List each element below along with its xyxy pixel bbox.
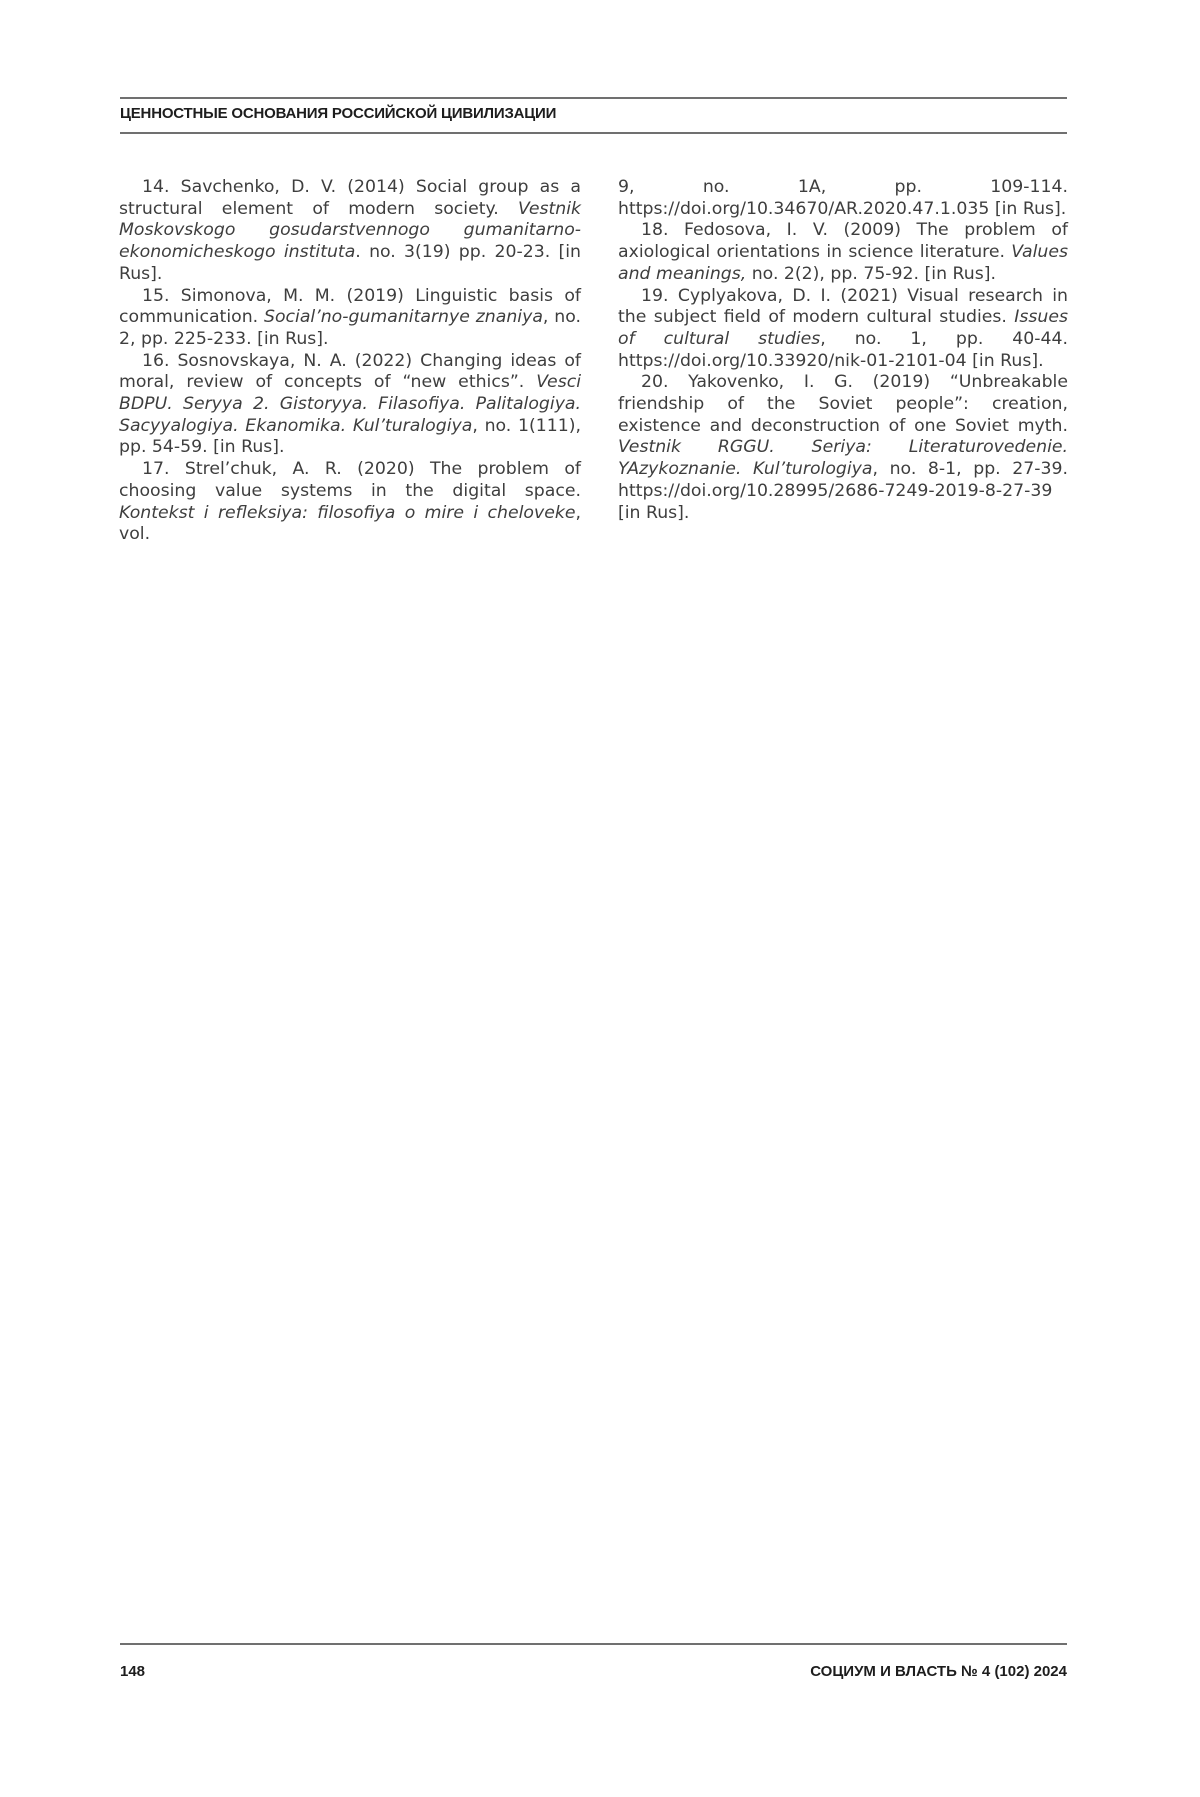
reference-text: 9, no. 1A, pp. 109-114. https://doi.org/10.34670/AR.2020.47.1.035 [in Rus]. [618, 177, 1068, 219]
reference-text: no. 2(2), pp. 75-92. [in Rus]. [746, 263, 996, 284]
reference-source-italic: Social’no-gumanitarnye znaniya [264, 307, 543, 328]
reference-text: 20. Yakovenko, I. G. (2019) “Unbreakable friendship of the Soviet people”: creation, existence and deconstruction of one Soviet myth. [618, 372, 1068, 436]
reference-text: , no. 8-1, pp. 27-39. https://doi.org/10.28995/2686-7249-2019-8-27-39 [in Rus]. [618, 459, 1068, 523]
reference-text: 16. Sosnovskaya, N. A. (2022) Changing ideas of moral, review of concepts of “new ethics”. [119, 350, 581, 393]
footer-rule [120, 1643, 1067, 1645]
reference-text: 15. Simonova, M. M. (2019) Linguistic basis of communication. [119, 285, 581, 328]
reference-item [119, 459, 581, 546]
reference-source-italic: Vestnik RGGU. Seriya: Literaturovedenie. YAzykoznanie. Kul’turologiya [618, 437, 1068, 480]
header-top-rule [120, 97, 1067, 99]
page-number: 148 [120, 1663, 146, 1680]
reference-text: , no. 1(111), pp. 54-59. [in Rus]. [119, 415, 581, 458]
reference-source-italic: Vestnik Moskovskogo gosudarstvennogo gumanitarno-ekonomicheskogo instituta [119, 198, 581, 263]
reference-item [119, 286, 581, 351]
reference-item [618, 177, 1068, 220]
reference-text: , no. 2, pp. 225-233. [in Rus]. [119, 307, 581, 349]
running-head-title: ЦЕННОСТНЫЕ ОСНОВАНИЯ РОССИЙСКОЙ ЦИВИЛИЗАЦИИ [120, 105, 557, 122]
reference-text: 18. Fedosova, I. V. (2009) The problem of axiological orientations in science literature. [618, 220, 1068, 263]
reference-text: , no. 1, pp. 40-44. https://doi.org/10.33920/nik-01-2101-04 [in Rus]. [618, 328, 1069, 371]
reference-item [618, 372, 1068, 524]
reference-item [119, 177, 581, 286]
reference-text: , vol. [119, 502, 581, 545]
reference-text: . no. 3(19) pp. 20-23. [in Rus]. [119, 242, 581, 284]
reference-text: 17. Strel’chuk, A. R. (2020) The problem of choosing value systems in the digital space. [119, 459, 581, 501]
reference-source-italic: Vesci BDPU. Seryya 2. Gistoryya. Filasofiya. Palitalogiya. Sacyyalogiya. Ekanomika. Kul’turalogiya [119, 372, 581, 436]
reference-source-italic: Kontekst i refleksiya: filosofiya o mire i cheloveke [119, 502, 576, 523]
reference-source-italic: Issues of cultural studies [618, 307, 1068, 349]
reference-text: 14. Savchenko, D. V. (2014) Social group as a structural element of modern society. [119, 177, 581, 219]
reference-item [618, 220, 1068, 285]
page-footer [120, 1663, 1067, 1680]
journal-issue-title: СОЦИУМ И ВЛАСТЬ № 4 (102) 2024 [810, 1663, 1067, 1680]
reference-item [119, 351, 581, 460]
references-column-right [618, 177, 1068, 546]
references-section [119, 177, 1068, 546]
reference-source-italic: Values and meanings, [618, 242, 1068, 284]
reference-item [618, 286, 1068, 373]
header-bottom-rule [120, 132, 1067, 134]
references-column-left [119, 177, 581, 546]
reference-text: 19. Cyplyakova, D. I. (2021) Visual research in the subject field of modern cultural studies. [618, 285, 1068, 328]
